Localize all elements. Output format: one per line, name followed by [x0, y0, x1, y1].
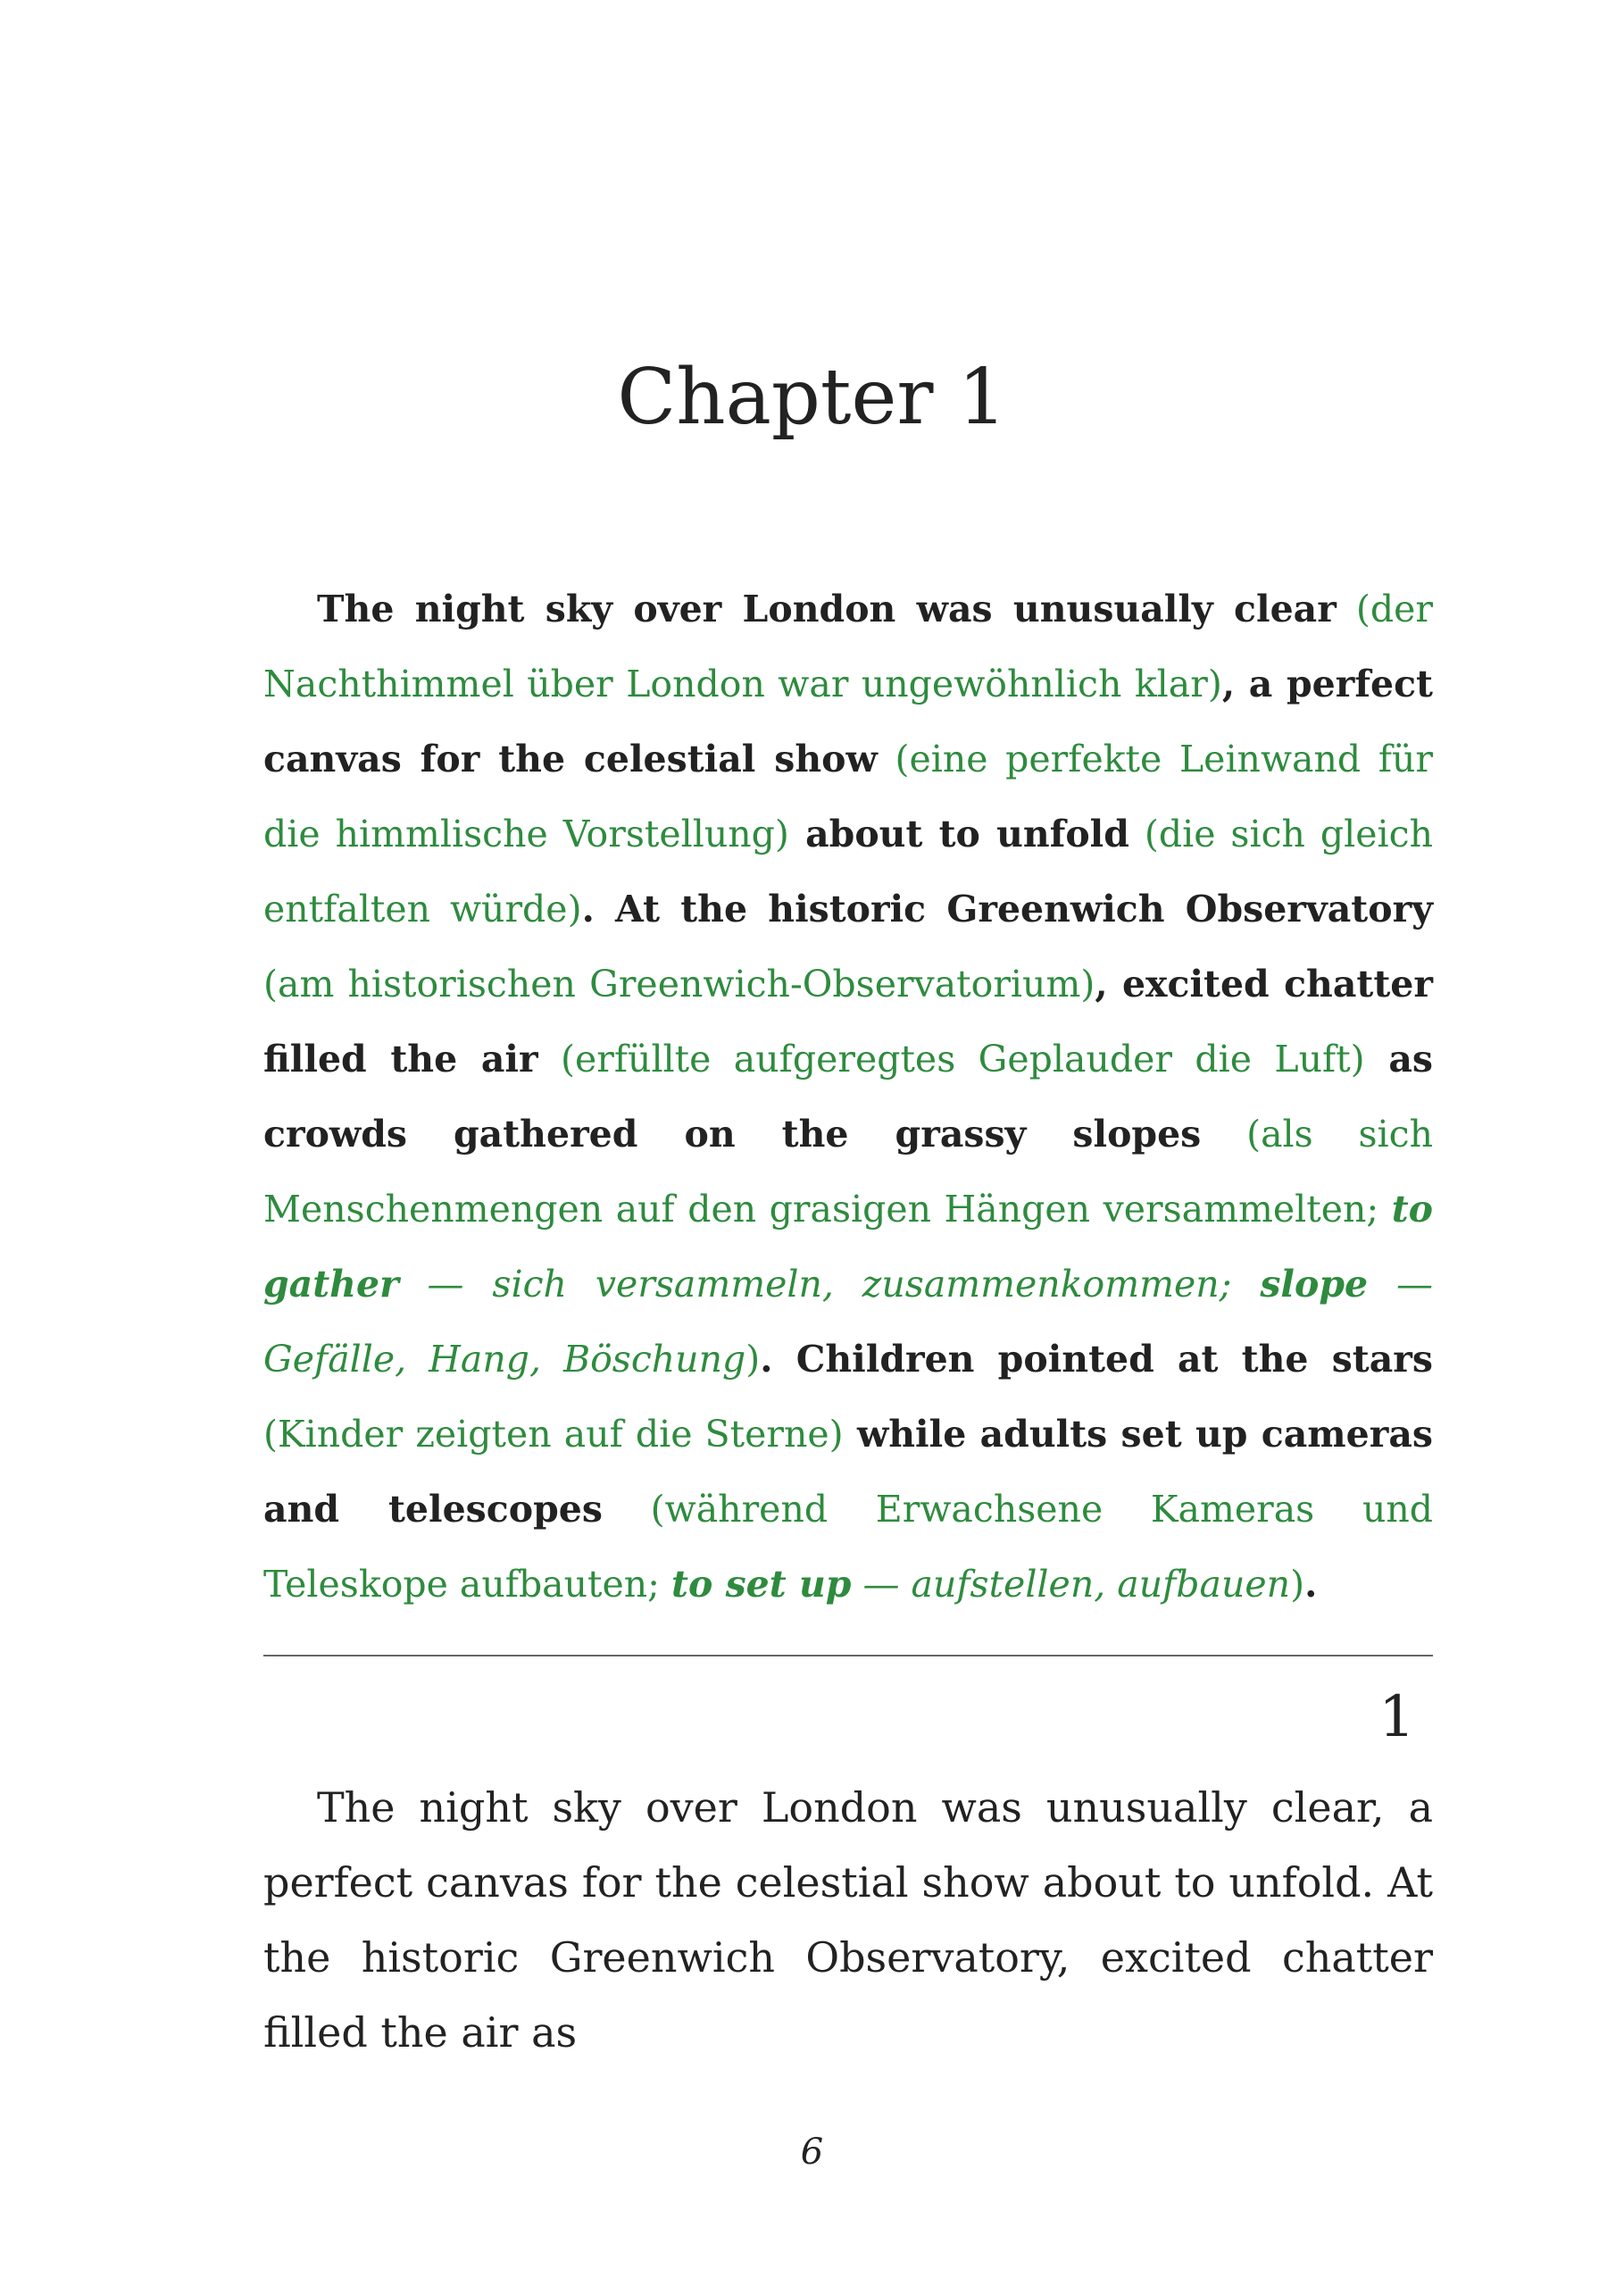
english-phrase: . Children pointed at the stars: [760, 1338, 1433, 1381]
english-phrase: , a perfect canvas for the celestial show: [263, 663, 1433, 780]
vocab-term: slope: [1260, 1263, 1369, 1306]
vocab-definition: — aufstellen, aufbauen: [851, 1563, 1291, 1606]
german-translation: (eine perfekte Leinwand für die himmlische Vorstellung): [263, 738, 1433, 855]
german-translation: (als sich Menschenmengen auf den grasigen Hängen versammelten;: [263, 1113, 1433, 1231]
english-phrase: while adults set up cameras and telescopes: [263, 1413, 1433, 1531]
german-translation: ): [745, 1338, 761, 1381]
german-translation: (der Nachthimmel über London war ungewöhnlich klar): [263, 588, 1433, 705]
german-translation: (Kinder zeigten auf die Sterne): [263, 1413, 844, 1456]
german-translation: (erfüllte aufgeregtes Geplauder die Luft): [537, 1038, 1365, 1081]
english-phrase: . At the historic Greenwich Observatory: [581, 888, 1433, 930]
chapter-title: Chapter 1: [617, 353, 1007, 442]
german-translation: (am historischen Greenwich-Observatorium): [263, 963, 1095, 1005]
vocab-term: to gather: [263, 1188, 1433, 1306]
section-divider: [263, 1655, 1433, 1656]
english-phrase: , excited chatter filled the air: [263, 963, 1433, 1081]
german-translation: (die sich gleich entfalten würde): [263, 813, 1434, 930]
bilingual-paragraph: [263, 572, 1433, 1622]
page-number: 6: [800, 2132, 824, 2173]
vocab-term: to set up: [671, 1563, 852, 1606]
original-paragraph: [263, 1770, 1433, 2070]
english-phrase: about to unfold: [788, 813, 1129, 855]
english-phrase: .: [1304, 1563, 1318, 1606]
german-translation: (während Erwachsene Kameras und Teleskope aufbauten;: [263, 1488, 1433, 1606]
english-phrase: as crowds gathered on the grassy slopes: [263, 1038, 1433, 1156]
german-translation: ): [1290, 1563, 1305, 1606]
vocab-definition: — Gefälle, Hang, Böschung: [263, 1263, 1433, 1381]
english-phrase: The night sky over London was unusually clear: [317, 588, 1337, 630]
section-number: 1: [1378, 1684, 1415, 1750]
original-text: The night sky over London was unusually clear, a perfect canvas for the celestial show about to unfold. At the historic Greenwich Observatory, excited chatter filled the air as: [263, 1783, 1433, 2057]
vocab-definition: — sich versammeln, zusammenkommen;: [398, 1263, 1261, 1306]
